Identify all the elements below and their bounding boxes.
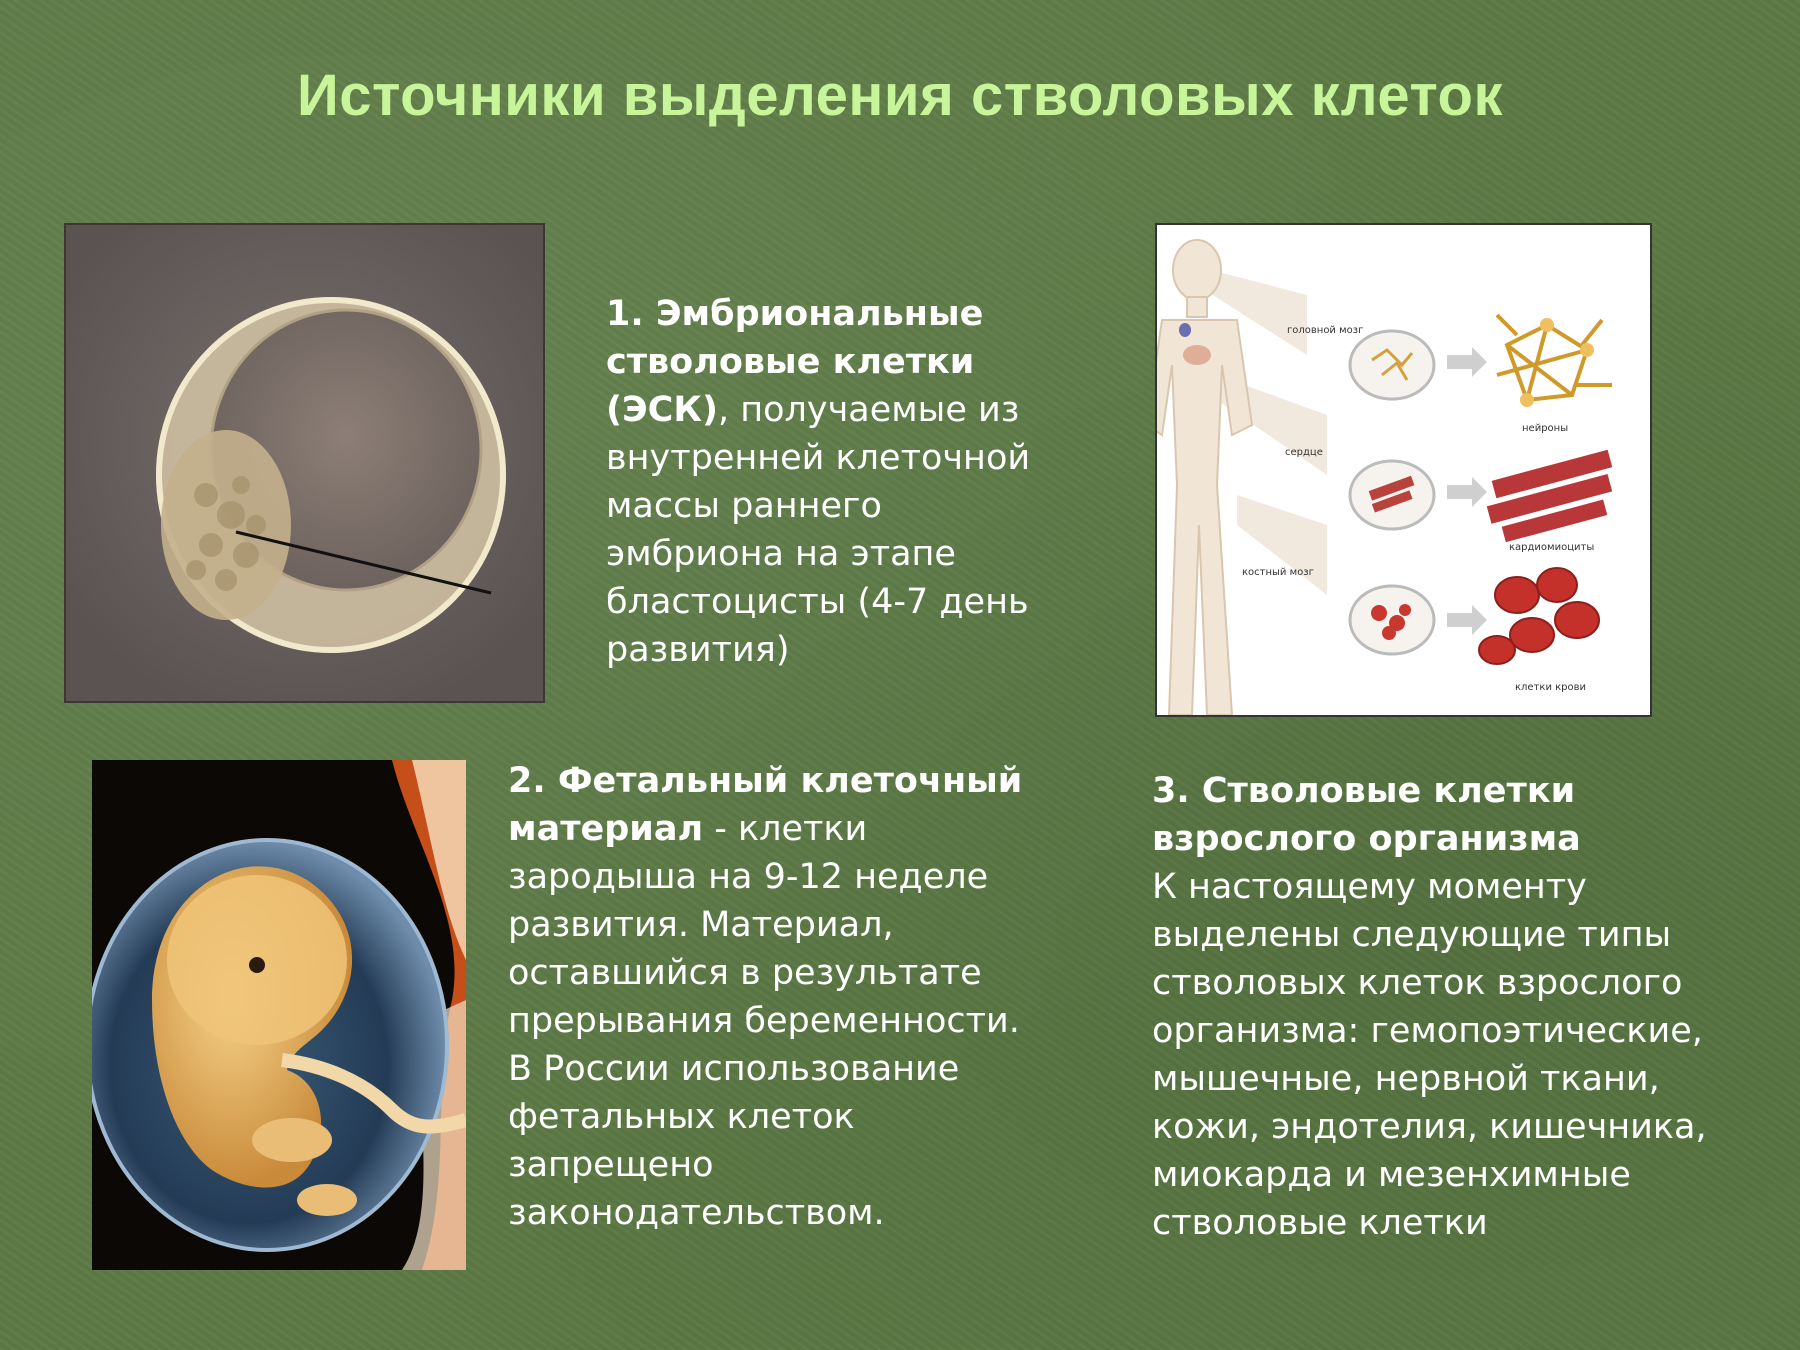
section-1-text <box>606 290 1046 674</box>
svg-text:клетки крови <box>1515 682 1586 693</box>
svg-text:костный мозг <box>1242 567 1314 578</box>
section-2-text <box>508 757 1048 1237</box>
fetus-eye-icon <box>249 957 265 973</box>
section-2-body: - клетки зародыша на 9-12 неделе развития. Материал, оставшийся в результате прерывания беременности. В России использование фетальных клеток запрещено законодательством. <box>508 809 1020 1233</box>
blastocyst-illustration <box>66 225 545 703</box>
adult-stem-cells-diagram <box>1155 223 1652 717</box>
petri-dish-heart-icon <box>1350 461 1434 529</box>
label-blood-cells: клетки крови <box>1515 682 1587 693</box>
fetus-photo <box>92 760 466 1270</box>
fetus-illustration <box>92 760 466 1270</box>
label-brain: головной мозг <box>1287 325 1364 336</box>
blastocyst-photo <box>64 223 545 703</box>
diagram-illustration <box>1157 225 1652 717</box>
label-neurons: нейроны <box>1522 423 1569 434</box>
svg-text:сердце <box>1285 447 1323 458</box>
label-cardiomyocytes: кардиомиоциты <box>1509 542 1595 553</box>
svg-text:головной мозг <box>1287 325 1363 336</box>
label-heart: сердце <box>1285 447 1323 458</box>
section-1-body: , получаемые из внутренней клеточной массы раннего эмбриона на этапе бластоцисты (4-7 день развития) <box>606 390 1031 670</box>
section-3-text <box>1152 767 1712 1247</box>
section-3-heading: 3. Стволовые клетки взрослого организма <box>1152 771 1581 859</box>
section-3-body: К настоящему моменту выделены следующие типы стволовых клеток взрослого организма: гемопоэтические, мышечные, нервной ткани, кожи, эндотелия, кишечника, миокарда и мезенхимные стволовые клетки <box>1152 867 1707 1243</box>
section-2-heading: 2. Фетальный клеточный материал <box>508 761 1023 849</box>
petri-dish-brain-icon <box>1350 331 1434 399</box>
svg-text:кардиомиоциты <box>1509 542 1594 553</box>
svg-text:нейроны <box>1522 423 1568 434</box>
section-1-heading: 1. Эмбриональные стволовые клетки (ЭСК) <box>606 294 984 430</box>
label-marrow: костный мозг <box>1242 567 1314 578</box>
slide-title: Источники выделения стволовых клеток <box>297 63 1503 128</box>
